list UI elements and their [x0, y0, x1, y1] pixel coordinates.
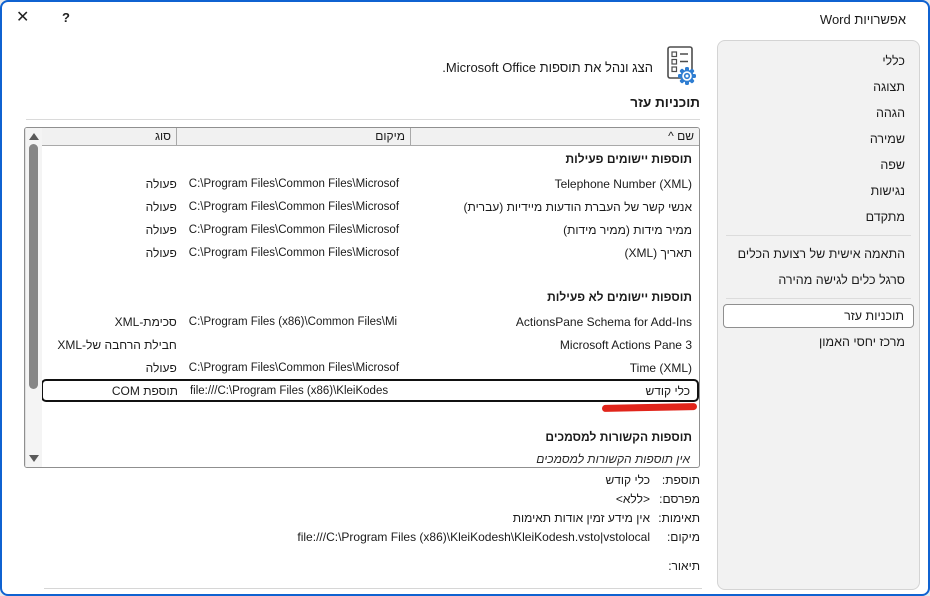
sidebar-item[interactable]: נגישות: [870, 184, 905, 198]
detail-label: תיאור:: [668, 559, 700, 573]
table-row[interactable]: [41, 172, 699, 195]
detail-row: [140, 528, 700, 547]
detail-label: תוספת:: [661, 473, 700, 487]
cell-type: פעולה: [145, 199, 177, 214]
section-title: תוכניות עזר: [630, 95, 700, 110]
page-description: הצג ונהל את תוספות Microsoft Office.: [442, 59, 653, 75]
addin-details: [140, 471, 700, 576]
cell-location: C:\Program Files (x86)\Common Files\Mi: [188, 315, 398, 328]
sidebar-item[interactable]: כללי: [882, 54, 905, 68]
section-divider: [26, 119, 700, 120]
sidebar-item[interactable]: מרכז יחסי האמון: [819, 335, 905, 349]
sidebar-divider: [726, 298, 911, 299]
column-header-name[interactable]: שם ^: [410, 128, 699, 146]
table-scrollbar[interactable]: [25, 128, 42, 467]
detail-value: file:///C:\Program Files (x86)\KleiKodesh\KleiKodesh.vsto|vstolocal: [297, 530, 650, 544]
cell-type: פעולה: [145, 245, 177, 260]
cell-location: C:\Program Files\Common Files\Microsof: [188, 177, 400, 190]
options-nav-sidebar: [717, 40, 920, 590]
scrollbar-down-icon[interactable]: [29, 455, 39, 462]
sidebar-item[interactable]: שמירה: [869, 132, 905, 146]
cell-location: C:\Program Files\Common Files\Microsof: [188, 200, 400, 213]
cell-type: פעולה: [145, 360, 177, 375]
detail-label: תאימות:: [658, 511, 700, 525]
cell-type: תוספת COM: [111, 383, 178, 398]
detail-value: [140, 557, 650, 576]
cell-name: ActionsPane Schema for Add-Ins: [515, 314, 692, 329]
bottom-divider: [44, 588, 702, 589]
cell-location: C:\Program Files\Common Files\Microsof: [188, 361, 400, 374]
sidebar-item[interactable]: תצוגה: [873, 80, 905, 94]
scrollbar-up-icon[interactable]: [29, 133, 39, 140]
table-spacer: [41, 402, 699, 424]
cell-name: אנשי קשר של העברת הודעות מיידיות (עברית): [463, 199, 692, 214]
sidebar-divider: [726, 235, 911, 236]
cell-type: פעולה: [145, 176, 177, 191]
cell-name: ממיר מידות (ממיר מידות): [563, 222, 692, 237]
sidebar-item[interactable]: הגהה: [875, 106, 905, 120]
detail-label: מפרסם:: [659, 492, 700, 506]
sidebar-item-selected[interactable]: תוכניות עזר: [723, 304, 914, 328]
detail-value: אין מידע זמין אודות תאימות: [512, 511, 650, 525]
detail-value: כלי קודש: [605, 473, 650, 487]
table-group-header: תוספות יישומים פעילות: [565, 152, 692, 166]
sidebar-item[interactable]: סרגל כלים לגישה מהירה: [778, 273, 905, 287]
addins-page: [24, 2, 702, 596]
table-row[interactable]: [41, 310, 699, 333]
help-icon[interactable]: ?: [62, 10, 70, 25]
table-group-header: תוספות יישומים לא פעילות: [547, 290, 692, 304]
table-row-selected[interactable]: [41, 379, 699, 402]
cell-name: תאריך (XML): [624, 245, 692, 260]
table-row[interactable]: [41, 333, 699, 356]
detail-row: [140, 471, 700, 490]
detail-label: מיקום:: [666, 530, 700, 544]
cell-type: סכימת-XML: [114, 314, 177, 329]
table-row[interactable]: [41, 218, 699, 241]
table-group-header: תוספות הקשורות למסמכים: [545, 430, 692, 444]
sidebar-item[interactable]: שפה: [880, 158, 905, 172]
cell-type: חבילת הרחבה של-XML: [57, 337, 177, 352]
detail-value: <ללא>: [615, 492, 650, 506]
table-spacer: [41, 264, 699, 284]
page-header: [442, 44, 700, 90]
table-row[interactable]: [41, 356, 699, 379]
table-row[interactable]: [41, 195, 699, 218]
cell-location: C:\Program Files\Common Files\Microsof: [188, 246, 400, 259]
cell-name: Time (XML): [629, 360, 692, 375]
sidebar-item[interactable]: מתקדם: [865, 210, 905, 224]
detail-row: [140, 509, 700, 528]
cell-location: C:\Program Files\Common Files\Microsof: [188, 223, 400, 236]
column-header-location[interactable]: מיקום: [176, 128, 410, 146]
add-ins-gear-icon: [662, 44, 700, 90]
detail-row: [140, 557, 700, 576]
cell-name: כלי קודש: [645, 383, 690, 398]
table-header-row: [41, 128, 699, 146]
table-row[interactable]: [41, 241, 699, 264]
table-empty-note: אין תוספות הקשורות למסמכים: [536, 452, 690, 466]
close-icon[interactable]: ✕: [16, 9, 30, 26]
cell-type: פעולה: [145, 222, 177, 237]
addins-table: [24, 127, 700, 468]
sidebar-item[interactable]: התאמה אישית של רצועת הכלים: [737, 247, 905, 261]
cell-name: Telephone Number (XML): [554, 176, 692, 191]
scrollbar-thumb[interactable]: [29, 144, 38, 389]
dialog-title: אפשרויות Word: [819, 12, 906, 27]
detail-row: [140, 490, 700, 509]
cell-location: file:///C:\Program Files (x86)\KleiKodes: [189, 384, 389, 397]
cell-name: Microsoft Actions Pane 3: [559, 337, 692, 352]
column-header-type[interactable]: סוג: [41, 128, 176, 146]
